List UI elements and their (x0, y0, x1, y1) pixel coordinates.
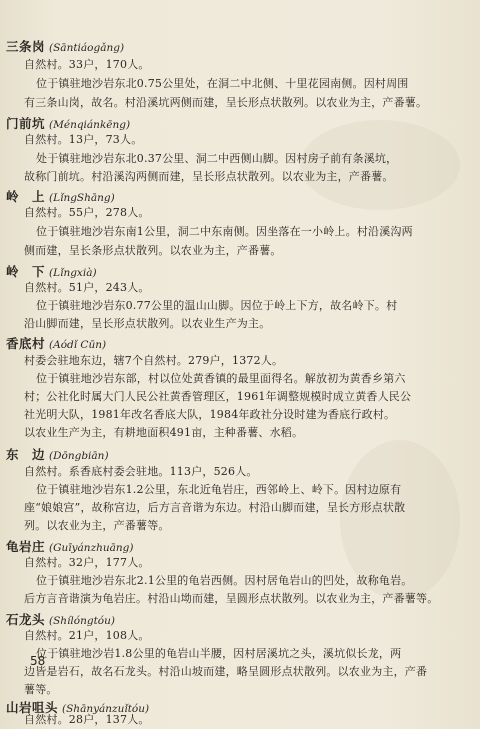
entry-heading (6, 37, 124, 53)
entry-pinyin: (Dōngbiān) (49, 450, 109, 462)
entry-pinyin: (Sāntiáogǎng) (49, 42, 125, 54)
entry-desc-line: 村；公社化时属大门人民公社黄香管理区，1961年调整规模时成立黄香人民公 (24, 390, 412, 403)
entry-stats: 自然村。系香底村委会驻地。113户，526人。 (24, 465, 258, 478)
entry-stats: 自然村。51户，243人。 (24, 281, 150, 294)
entry-desc-line: 座“娘娘宫”，故称宫边，后方言音谐为东边。村沿山脚而建，呈长方形点状散 (24, 501, 406, 514)
entry-name: 岭 上 (6, 189, 46, 204)
entry-pinyin: (Shānyánzuǐtóu) (62, 703, 150, 715)
entry-pinyin: (LǐngShāng) (49, 192, 115, 204)
entry-desc-line: 位于镇驻地沙岩东北0.75公里处，在洞二中北侧、十里花园南侧。因村周围 (36, 77, 409, 90)
entry-name: 三条岗 (6, 39, 46, 54)
entry-desc-line: 列。以农业为主，产番薯等。 (24, 519, 170, 532)
entry-desc-line: 位于镇驻地沙岩东北2.1公里的龟岩西侧。因村居龟岩山的凹处，故称龟岩。 (36, 574, 413, 587)
entry-desc-line: 位于镇驻地沙岩东部，村以位处黄香镇的最里面得名。解放初为黄香乡第六 (36, 372, 406, 385)
entry-name: 香底村 (6, 336, 46, 351)
entry-stats: 自然村。55户，278人。 (24, 206, 150, 219)
entry-desc-line: 位于镇驻地沙岩1.8公里的龟岩山半腰，因村居溪坑之头，溪坑似长龙，两 (36, 647, 402, 660)
entry-name: 东 边 (6, 447, 46, 462)
entry-desc-line: 位于镇驻地沙岩东1.2公里，东北近龟岩庄，西邻岭上、岭下。因村边原有 (36, 483, 402, 496)
entry-pinyin: (Lǐngxià) (49, 267, 97, 279)
entry-heading (6, 610, 115, 626)
entry-pinyin: (Ménqiánkēng) (49, 119, 131, 131)
entry-desc-line: 位于镇驻地沙岩东南1公里，洞二中东南侧。因坐落在一小岭上。村沿溪沟两 (36, 225, 413, 238)
entry-heading (6, 445, 109, 461)
entry-pinyin: (Aódǐ Cūn) (49, 339, 107, 351)
entry-stats: 自然村。32户，177人。 (24, 556, 150, 569)
entry-stats: 自然村。33户，170人。 (24, 58, 150, 71)
entry-name: 岭 下 (6, 264, 46, 279)
entry-heading (6, 262, 97, 278)
entry-pinyin: (Guīyánzhuāng) (49, 542, 134, 554)
entry-stats: 自然村。13户，73人。 (24, 133, 143, 146)
entry-desc-line: 侧而建，呈长条形点状散列。以农业为主，产番薯。 (24, 244, 282, 257)
entry-desc-line: 以农业生产为主，有耕地面积491亩，主种番薯、水稻。 (24, 426, 304, 439)
entry-heading (6, 114, 130, 130)
entry-heading (6, 334, 106, 350)
entry-name: 龟岩庄 (6, 539, 46, 554)
entry-desc-line: 后方言音谐演为龟岩庄。村沿山坳而建，呈圆形点状散列。以农业为主，产番薯等。 (24, 592, 439, 605)
entry-stats: 自然村。28户，137人。 (24, 713, 150, 726)
entry-desc-line: 社光明大队，1981年改名香底大队，1984年政社分设时建为香底行政村。 (24, 408, 396, 421)
entry-name: 门前坑 (6, 116, 46, 131)
entry-name: 石龙头 (6, 612, 46, 627)
entry-pinyin: (Shílóngtóu) (49, 615, 115, 627)
entry-stats: 自然村。21户，108人。 (24, 629, 150, 642)
entry-desc-line: 薯等。 (24, 683, 58, 696)
entry-desc-line: 边皆是岩石，故名石龙头。村沿山坡而建，略呈圆形点状散列。以农业为主，产番 (24, 665, 428, 678)
page-number: 58 (30, 654, 46, 668)
entry-name: 山岩咀头 (6, 700, 59, 715)
entry-heading (6, 187, 115, 203)
entry-desc-line: 有三条山岗，故名。村沿溪坑两侧而建，呈长形点状散列。以农业为主，产番薯。 (24, 96, 428, 109)
entry-desc-line: 故称门前坑。村沿溪沟两侧而建，呈长形点状散列。以农业为主，产番薯。 (24, 170, 394, 183)
entry-desc-line: 沿山脚而建，呈长形点状散列。以农业生产为主。 (24, 317, 271, 330)
entry-heading (6, 537, 133, 553)
entry-stats: 村委会驻地东边，辖7个自然村。279户，1372人。 (24, 354, 284, 367)
entry-desc-line: 位于镇驻地沙岩东0.77公里的温山山脚。因位于岭上下方，故名岭下。村 (36, 299, 398, 312)
entry-desc-line: 处于镇驻地沙岩东北0.37公里、洞二中西侧山脚。因村房子前有条溪坑， (36, 152, 398, 165)
